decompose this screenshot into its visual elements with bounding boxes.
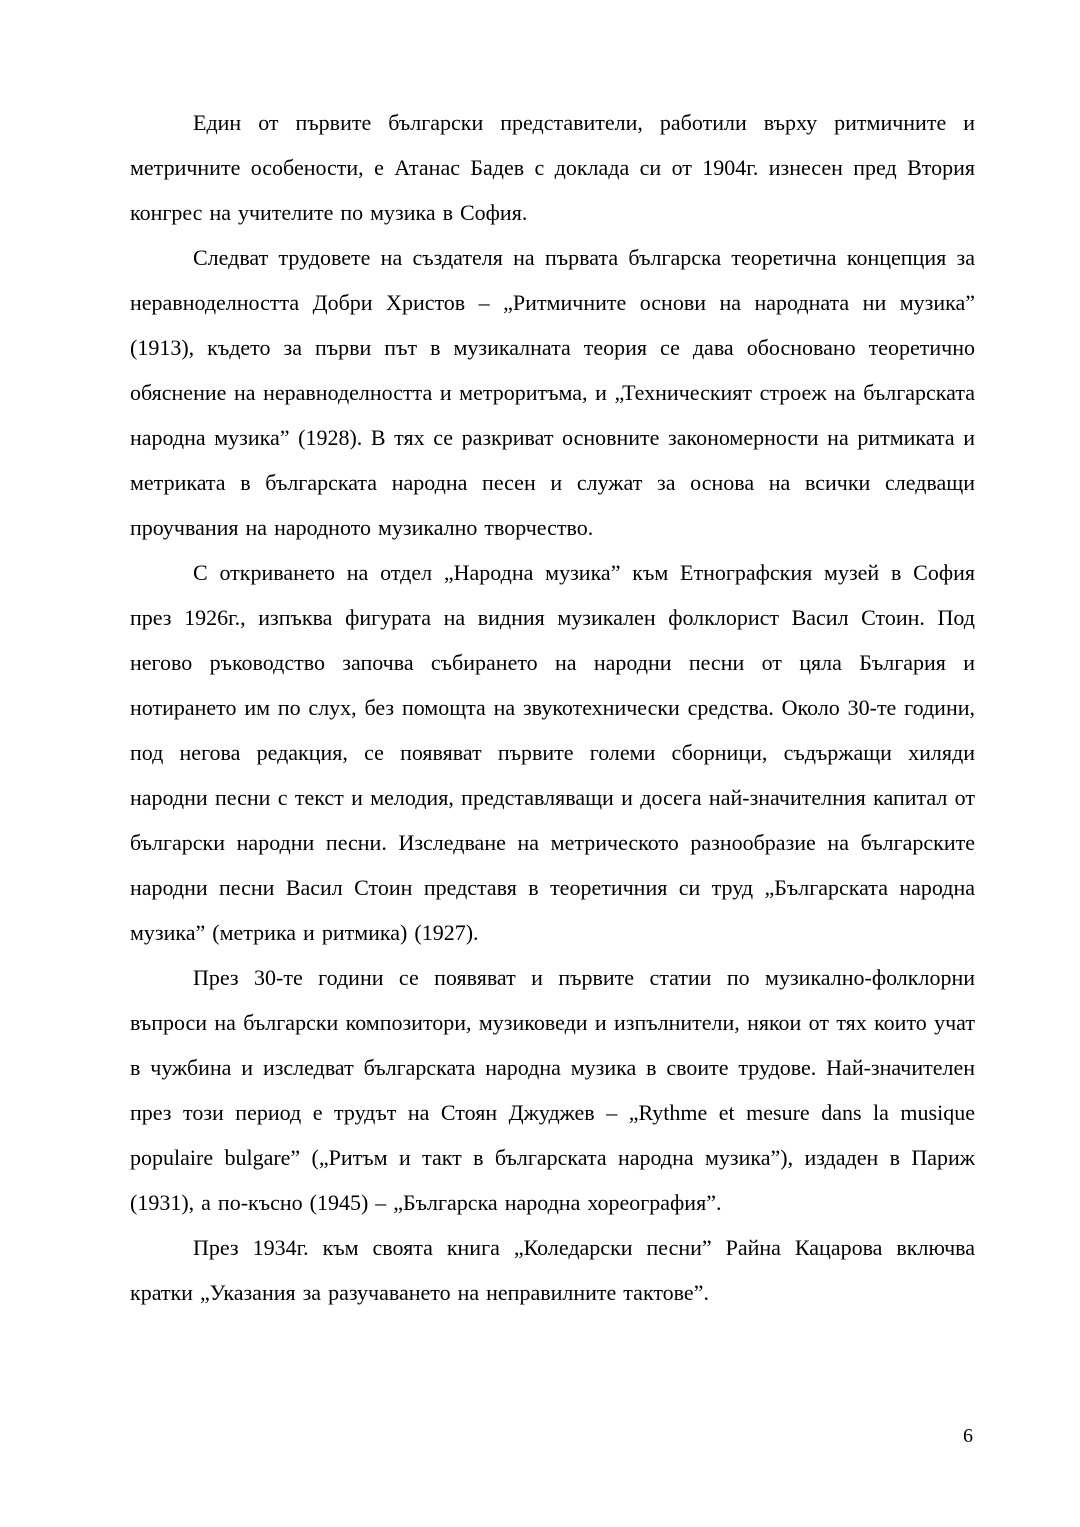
page-number: 6: [963, 1425, 973, 1447]
paragraph: Следват трудовете на създателя на първата българска теоретична концепция за неравноделността Добри Христов – „Ритмичните основи на народната ни музика” (1913), където за първи път в музикалната теория се дава обосновано теоретично обяснение на неравноделността и метроритъма, и „Техническият строеж на българската народна музика” (1928). В тях се разкриват основните закономерности на ритмиката и метриката в българската народна песен и служат за основа на всички следващи проучвания на народното музикално творчество.: [130, 245, 975, 540]
paragraph: Един от първите български представители, работили върху ритмичните и метричните особености, е Атанас Бадев с доклада си от 1904г. изнесен пред Втория конгрес на учителите по музика в София.: [130, 110, 975, 225]
paragraph: С откриването на отдел „Народна музика” към Етнографския музей в София през 1926г., изпъква фигурата на видния музикален фолклорист Васил Стоин. Под негово ръководство започва събирането на народни песни от цяла България и нотирането им по слух, без помощта на звукотехнически средства. Около 30-те години, под негова редакция, се появяват първите големи сборници, съдържащи хиляди народни песни с текст и мелодия, представляващи и досега най-значителния капитал от български народни песни. Изследване на метрическото разнообразие на българските народни песни Васил Стоин представя в теоретичния си труд „Българската народна музика” (метрика и ритмика) (1927).: [130, 560, 975, 945]
paragraph: През 1934г. към своята книга „Коледарски песни” Райна Кацарова включва кратки „Указания за разучаването на неправилните тактове”.: [130, 1235, 975, 1305]
paragraph: През 30-те години се появяват и първите статии по музикално-фолклорни въпроси на български композитори, музиковеди и изпълнители, някои от тях които учат в чужбина и изследват българската народна музика в своите трудове. Най-значителен през този период е трудът на Стоян Джуджев – „Rythme et mesure dans la musique populaire bulgare” („Ритъм и такт в българската народна музика”), издаден в Париж (1931), а по-късно (1945) – „Българска народна хореография”.: [130, 965, 975, 1215]
document-body: [130, 100, 975, 1315]
